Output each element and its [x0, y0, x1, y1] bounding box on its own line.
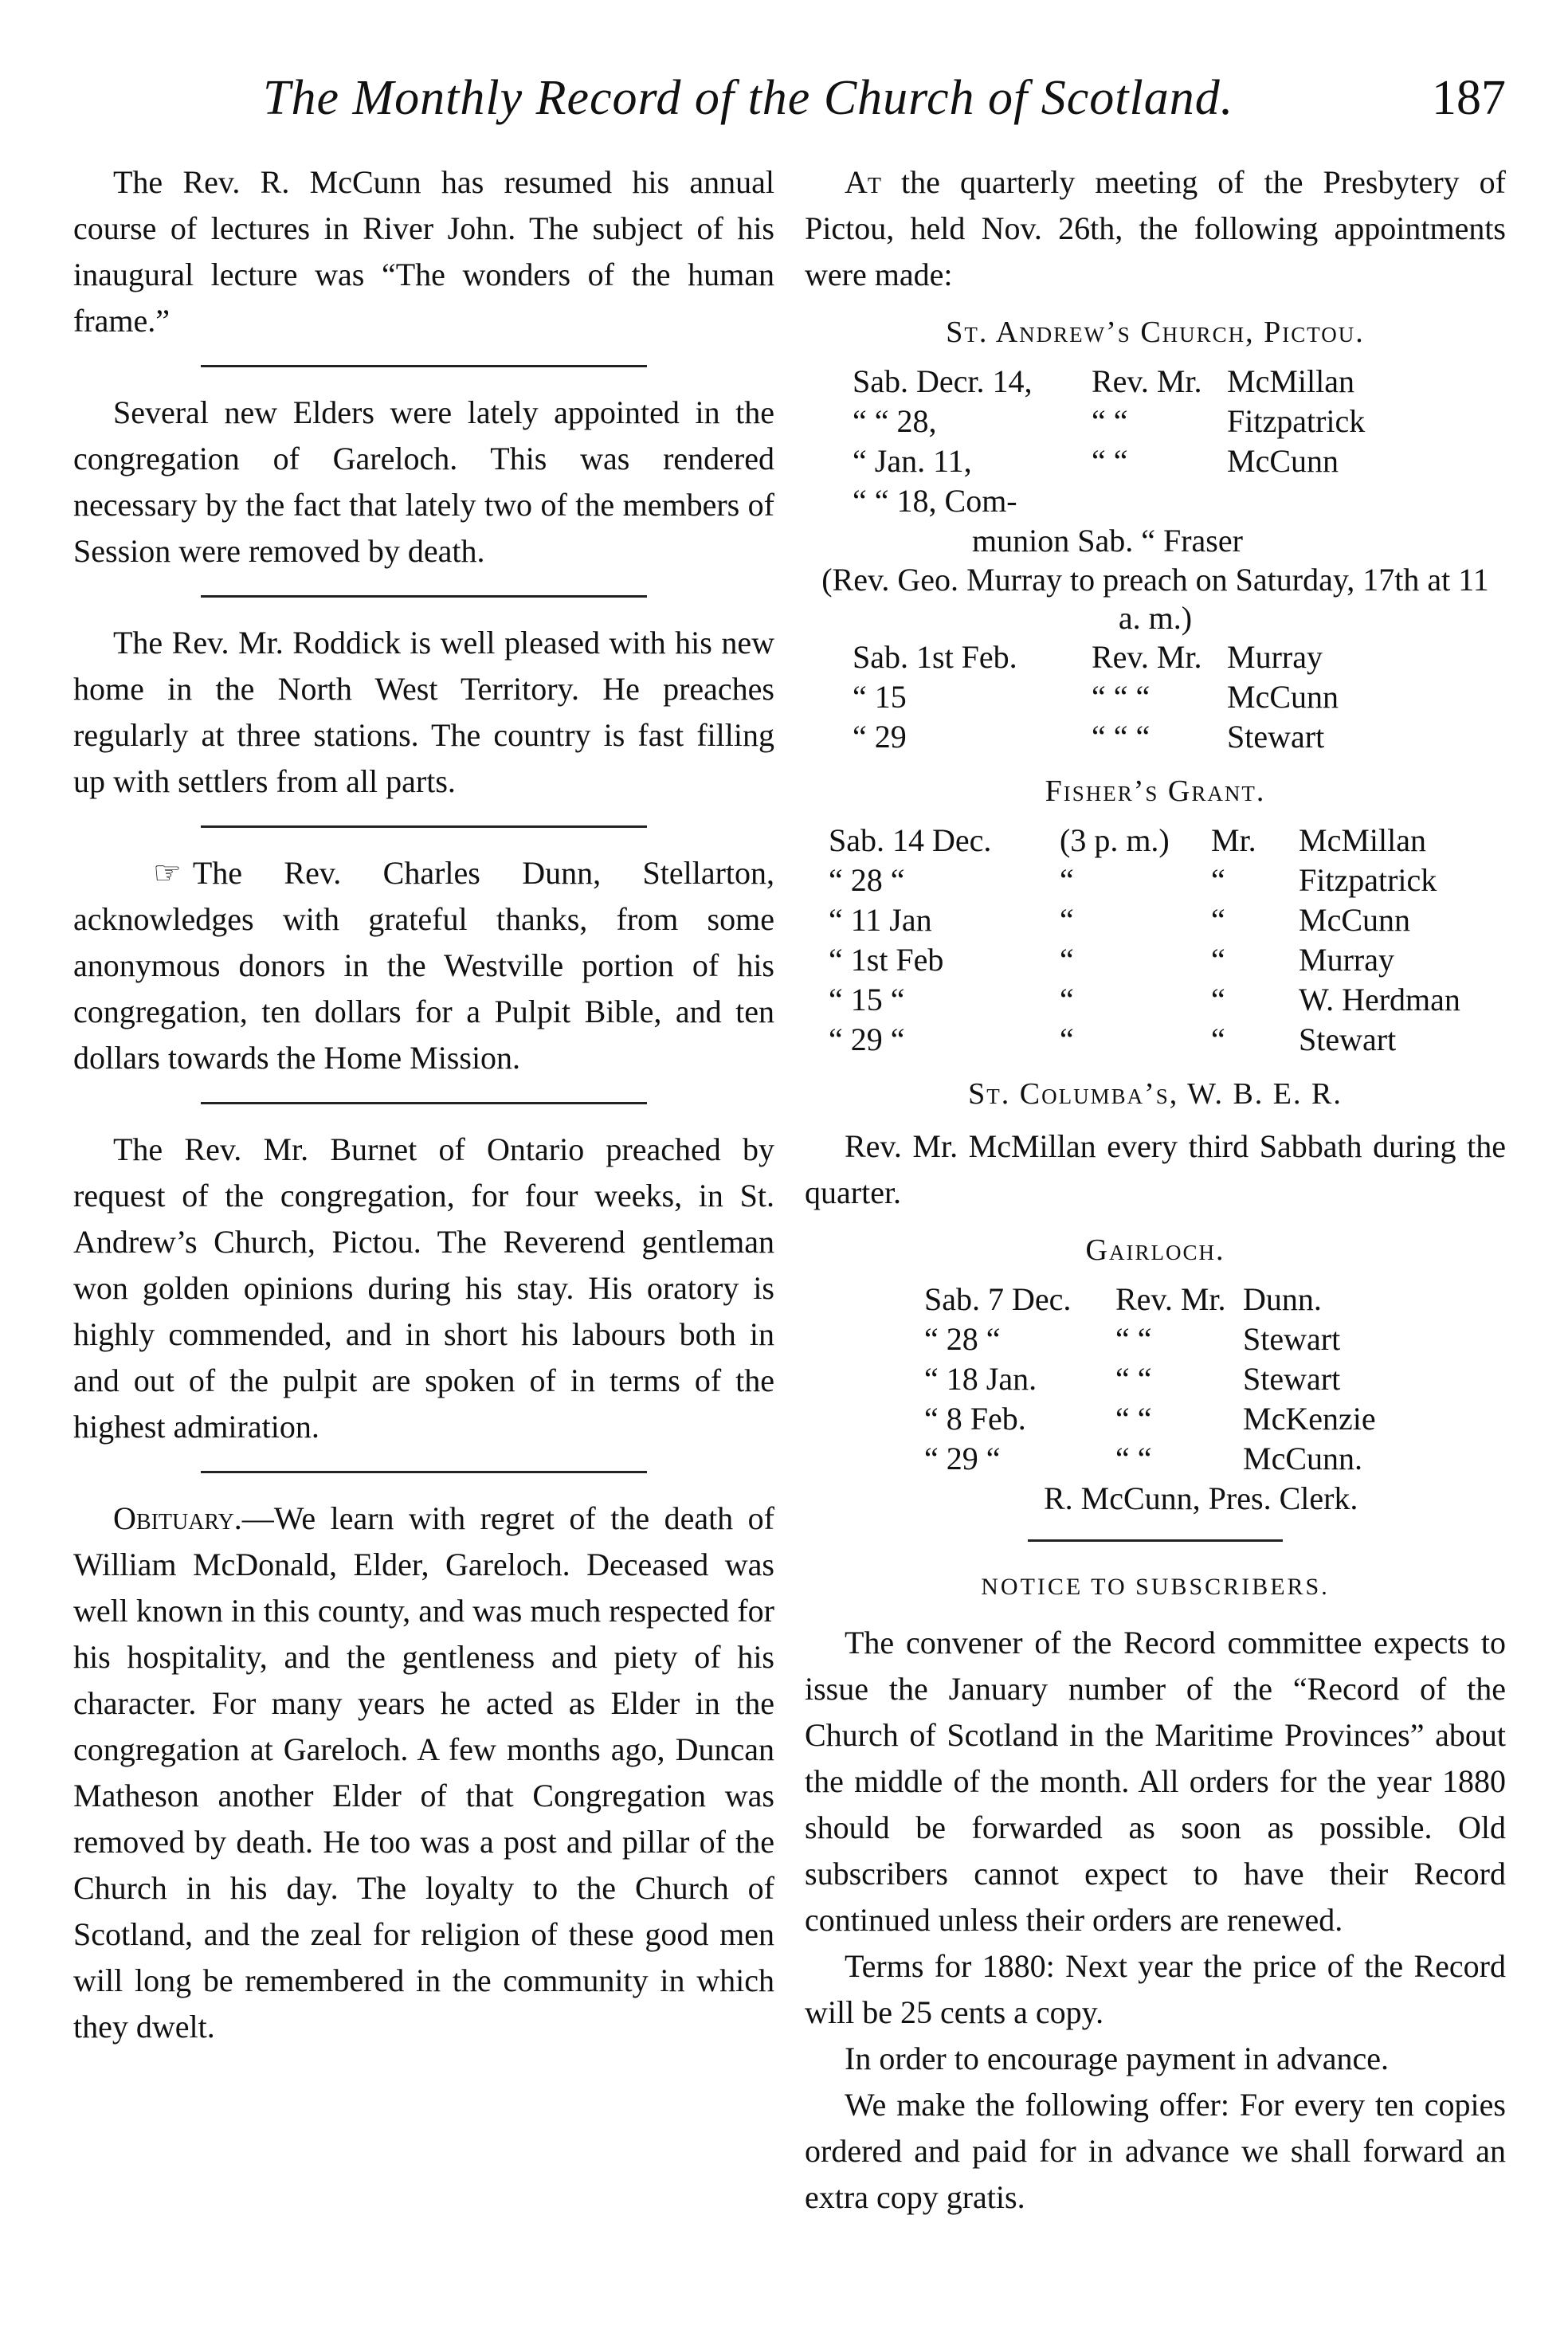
schedule-minister: McCunn [1299, 902, 1410, 938]
schedule-title: “ “ [1115, 1441, 1152, 1476]
divider [201, 365, 647, 367]
divider [201, 1471, 647, 1473]
schedule-date: “ 18 Jan. [924, 1361, 1037, 1397]
dunn-acknowledgement-paragraph [73, 850, 774, 1081]
intro-lead: At [845, 164, 881, 200]
schedule-time: “ [1060, 862, 1074, 898]
schedule-title: “ “ [1092, 443, 1128, 479]
schedule-row [853, 441, 1506, 481]
burnet-paragraph: The Rev. Mr. Burnet of Ontario preached by request of the congregation, for four weeks, in St. Andrew’s Church, Pictou. The Reverend gentleman won golden opinions during his stay. His oratory is highly commended, and in short his labours both in and out of the pulpit are spoken of in terms of the highest admiration. [73, 1131, 774, 1445]
schedule-row [829, 861, 1506, 900]
schedule-time: “ [1060, 1021, 1074, 1057]
schedule-title: “ [1211, 942, 1225, 978]
schedule-date: “ 1st Feb [829, 942, 944, 978]
presbytery-intro [805, 159, 1506, 298]
running-title: The Monthly Record of the Church of Scotland. [263, 71, 1234, 125]
schedule-date: Sab. 7 Dec. [924, 1281, 1072, 1317]
schedule-row [924, 1439, 1506, 1479]
schedule-minister: McKenzie [1243, 1401, 1376, 1437]
schedule-minister: McCunn. [1243, 1441, 1362, 1476]
schedule-row [853, 717, 1506, 757]
schedule-date: “ “ 18, Com- [853, 483, 1017, 519]
schedule-row [829, 900, 1506, 940]
st-andrews-heading: St. Andrew’s Church, Pictou. [946, 316, 1365, 349]
schedule-date: “ 28 “ [829, 862, 905, 898]
schedule-date: Sab. 1st Feb. [853, 639, 1017, 675]
murray-note: (Rev. Geo. Murray to preach on Saturday, 17th at 11 a. m.) [821, 562, 1489, 636]
pointing-hand-icon: ☞ [153, 855, 182, 891]
schedule-date: Sab. Decr. 14, [853, 363, 1033, 399]
schedule-minister: McMillan [1227, 363, 1354, 399]
schedule-minister: Stewart [1227, 719, 1325, 755]
divider [201, 1102, 647, 1104]
schedule-date: “ 15 [853, 679, 907, 715]
obituary-paragraph [73, 1496, 774, 2050]
divider [201, 825, 647, 828]
schedule-minister: McCunn [1227, 443, 1339, 479]
fishers-grant-schedule [829, 821, 1506, 1060]
schedule-date: “ 29 “ [829, 1021, 905, 1057]
gairloch-schedule [924, 1280, 1506, 1519]
schedule-minister: Murray [1227, 639, 1323, 675]
st-columbas-heading: St. Columba’s, W. B. E. R. [968, 1077, 1343, 1111]
schedule-minister: Stewart [1243, 1321, 1341, 1357]
schedule-row [853, 637, 1506, 677]
schedule-row [924, 1359, 1506, 1399]
page-header [263, 70, 1506, 142]
schedule-minister: McMillan [1299, 822, 1426, 858]
offer-paragraph: We make the following offer: For every ten copies ordered and paid for in advance we shall forward an extra copy gratis. [805, 2087, 1506, 2215]
schedule-date: “ 11 Jan [829, 902, 932, 938]
schedule-title: “ [1211, 1021, 1225, 1057]
schedule-row [853, 481, 1506, 521]
st-andrews-schedule-continued [853, 637, 1506, 757]
st-columbas-text: Rev. Mr. McMillan every third Sabbath during the quarter. [805, 1128, 1506, 1210]
divider [1028, 1539, 1283, 1542]
schedule-title: “ “ [1115, 1401, 1152, 1437]
schedule-time: “ [1060, 942, 1074, 978]
st-andrews-schedule [853, 362, 1506, 561]
schedule-title: “ [1211, 902, 1225, 938]
obituary-label: Obituary. [113, 1500, 242, 1536]
new-elders-paragraph: Several new Elders were lately appointed in the congregation of Gareloch. This was rendered necessary by the fact that lately two of the members of Session were removed by death. [73, 394, 774, 569]
fishers-grant-heading: Fisher’s Grant. [1045, 774, 1266, 808]
schedule-minister: Stewart [1299, 1021, 1397, 1057]
schedule-row [924, 1280, 1506, 1319]
schedule-date: “ 15 “ [829, 982, 905, 1017]
roddick-paragraph: The Rev. Mr. Roddick is well pleased with his new home in the North West Territory. He preaches regularly at three stations. The country is fast filling up with settlers from all parts. [73, 625, 774, 799]
schedule-minister: Dunn. [1243, 1281, 1322, 1317]
schedule-minister: Fitzpatrick [1227, 403, 1366, 439]
terms-paragraph: Terms for 1880: Next year the price of the Record will be 25 cents a copy. [805, 1948, 1506, 2030]
schedule-date: “ 29 “ [924, 1441, 1001, 1476]
encourage-paragraph: In order to encourage payment in advance. [845, 2041, 1390, 2076]
schedule-row [829, 980, 1506, 1020]
schedule-date: “ Jan. 11, [853, 443, 972, 479]
left-column [73, 159, 774, 2050]
schedule-title: “ “ “ [1092, 719, 1151, 755]
divider [201, 595, 647, 598]
intro-text: the quarterly meeting of the Presbytery of Pictou, held Nov. 26th, the following appointments were made: [805, 164, 1506, 292]
schedule-title: “ “ [1115, 1321, 1152, 1357]
schedule-row [853, 402, 1506, 441]
schedule-minister: McCunn [1227, 679, 1339, 715]
notice-paragraph: The convener of the Record committee expects to issue the January number of the “Record of the Church of Scotland in the Maritime Provinces” about the middle of the month. All orders for the year 1880 should be forwarded as soon as possible. Old subscribers cannot expect to have their Record continued unless their orders are renewed. [805, 1625, 1506, 1938]
clerk-signature: R. McCunn, Pres. Clerk. [1044, 1480, 1358, 1516]
communion-row: munion Sab. “ Fraser [972, 523, 1243, 559]
schedule-row [829, 821, 1506, 861]
schedule-row [829, 1020, 1506, 1060]
gairloch-heading: Gairloch. [1085, 1233, 1225, 1267]
schedule-time: (3 p. m.) [1060, 822, 1170, 858]
schedule-title: Rev. Mr. [1115, 1281, 1226, 1317]
page-number: 187 [1432, 71, 1506, 125]
schedule-title: Rev. Mr. [1092, 639, 1202, 675]
schedule-date: “ 8 Feb. [924, 1401, 1026, 1437]
schedule-title: “ [1211, 862, 1225, 898]
schedule-date: “ “ 28, [853, 403, 937, 439]
schedule-row [924, 1319, 1506, 1359]
mccunn-lectures-paragraph: The Rev. R. McCunn has resumed his annual course of lectures in River John. The subject of his inaugural lecture was “The wonders of the human frame.” [73, 164, 774, 339]
schedule-row [853, 677, 1506, 717]
notice-heading: NOTICE TO SUBSCRIBERS. [981, 1574, 1330, 1600]
schedule-title: Rev. Mr. [1092, 363, 1202, 399]
schedule-title: Mr. [1211, 822, 1256, 858]
schedule-minister: Stewart [1243, 1361, 1341, 1397]
schedule-row [829, 940, 1506, 980]
schedule-title: “ “ [1115, 1361, 1152, 1397]
schedule-date: Sab. 14 Dec. [829, 822, 992, 858]
schedule-date: “ 29 [853, 719, 907, 755]
schedule-row [924, 1399, 1506, 1439]
schedule-title: “ [1211, 982, 1225, 1017]
dunn-acknowledgement-text: The Rev. Charles Dunn, Stellarton, acknowledges with grateful thanks, from some anonymous donors in the Westville portion of his congregation, ten dollars for a Pulpit Bible, and ten dollars towards the Home Mission. [73, 855, 774, 1076]
schedule-row [853, 362, 1506, 402]
schedule-title: “ “ [1092, 403, 1128, 439]
schedule-minister: Murray [1299, 942, 1394, 978]
schedule-minister: W. Herdman [1299, 982, 1460, 1017]
obituary-text: —We learn with regret of the death of William McDonald, Elder, Gareloch. Deceased was well known in this county, and was much respected for his hospitality, and the gentleness and piety of his character. For many years he acted as Elder in the congregation at Gareloch. A few months ago, Duncan Matheson another Elder of that Congregation was removed by death. He too was a post and pillar of the Church in his day. The loyalty to the Church of Scotland, and the zeal for religion of these good men will long be remembered in the community in which they dwelt. [73, 1500, 774, 2045]
right-column [805, 159, 1506, 2221]
schedule-title: “ “ “ [1092, 679, 1151, 715]
schedule-time: “ [1060, 982, 1074, 1017]
schedule-minister: Fitzpatrick [1299, 862, 1437, 898]
schedule-time: “ [1060, 902, 1074, 938]
schedule-date: “ 28 “ [924, 1321, 1001, 1357]
